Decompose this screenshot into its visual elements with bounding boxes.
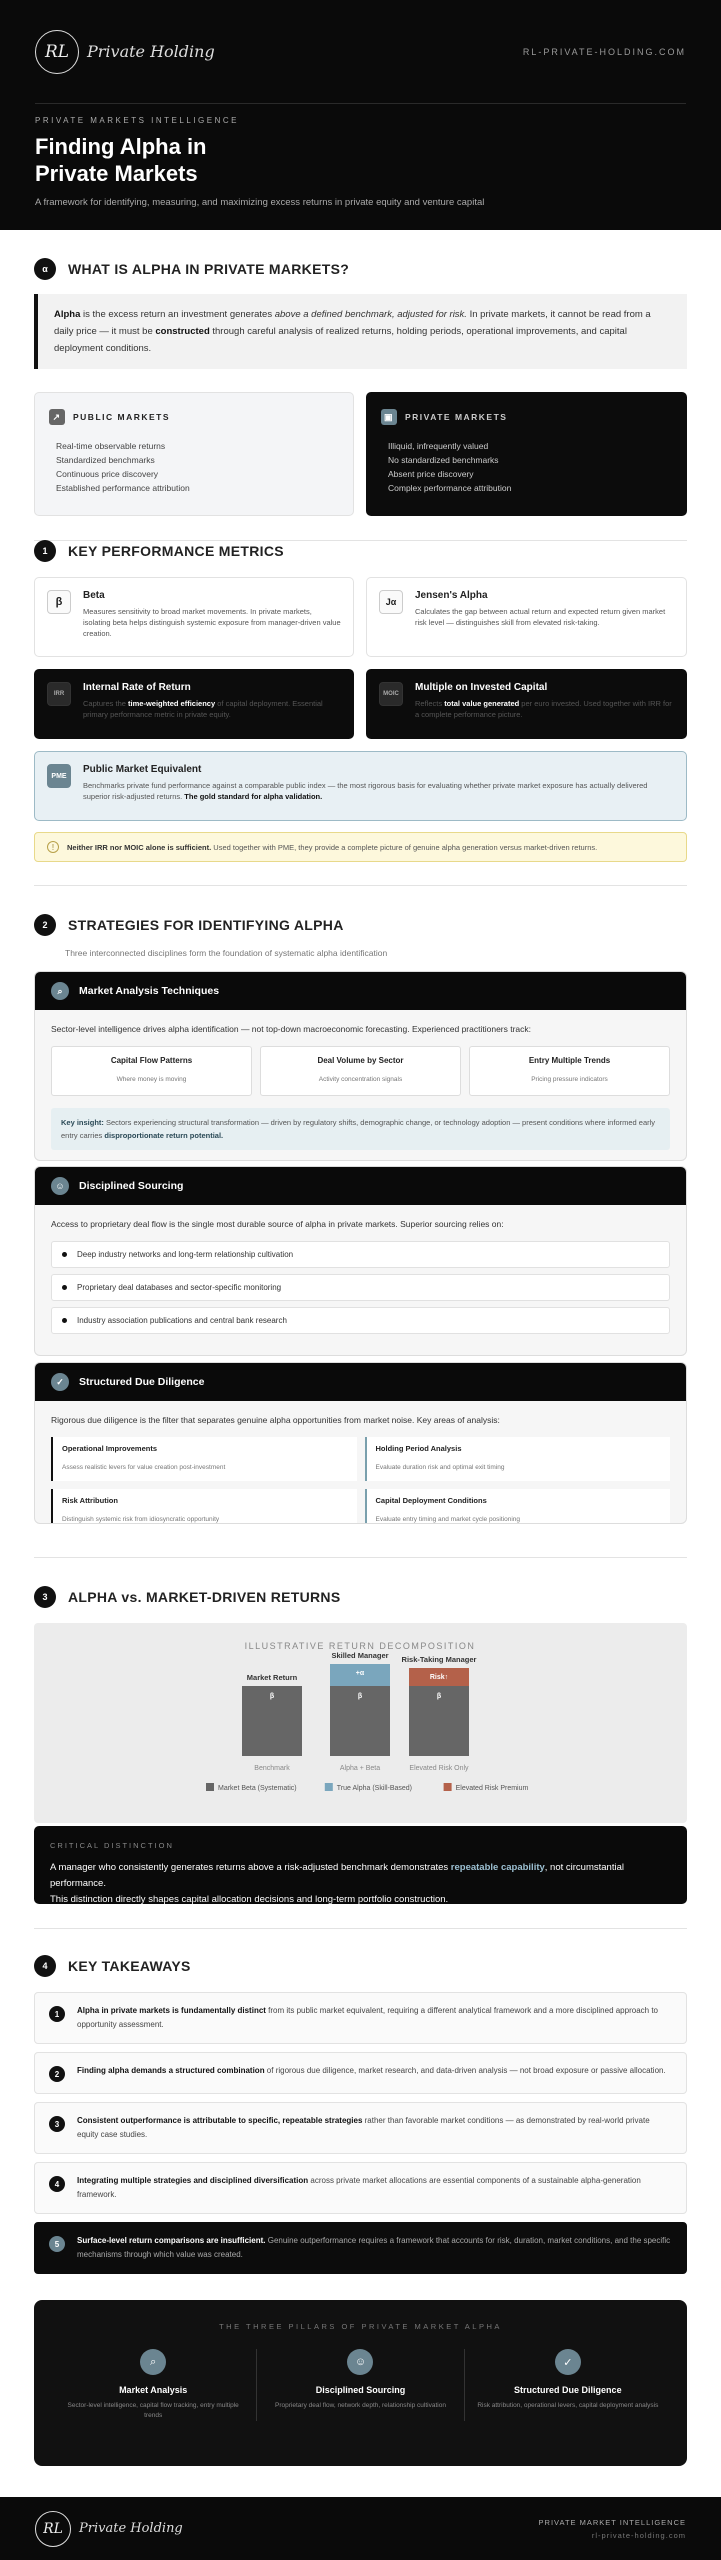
strategy-lead: Sector-level intelligence drives alpha identification — not top-down macroeconomic forecasting. Experienced practitioners track: <box>51 1024 532 1034</box>
irr-icon: IRR <box>47 682 71 706</box>
x-tick-label: Benchmark <box>254 1765 290 1772</box>
dd-area <box>365 1489 671 1524</box>
tracking-title: Entry Multiple Trends <box>528 1056 611 1065</box>
beta-card <box>34 577 354 657</box>
irr-card <box>34 669 354 739</box>
pillar <box>465 2349 671 2421</box>
list-item: Continuous price discovery <box>56 469 159 479</box>
pillar-title: Structured Due Diligence <box>514 2385 622 2395</box>
warning-note <box>34 832 687 862</box>
pillar-desc: Sector-level intelligence, capital flow tracking, entry multiple trends <box>67 2402 239 2419</box>
private-list <box>381 439 672 495</box>
check-icon: ✓ <box>51 1373 69 1391</box>
takeaway-text <box>77 2064 666 2078</box>
takeaway-rest: across private market allocations are essential components of a sustainable alpha-generation framework. <box>77 2176 641 2199</box>
pillar <box>50 2349 257 2421</box>
strategy-lead: Access to proprietary deal flow is the single most durable source of alpha in private markets. Superior sourcing relies on: <box>51 1219 504 1229</box>
takeaway-item <box>34 2222 687 2274</box>
public-markets-card <box>34 392 354 516</box>
site-url[interactable]: RL-PRIVATE-HOLDING.COM <box>522 46 686 57</box>
chart-icon: ↗ <box>49 409 65 425</box>
takeaway-strong: Consistent outperformance is attributable to specific, repeatable strategies <box>77 2116 363 2125</box>
segment-label: β <box>436 1693 442 1700</box>
info-icon: ! <box>47 841 59 853</box>
segment-label: β <box>269 1693 275 1700</box>
logo-text: Private Holding <box>87 42 215 61</box>
card-title: PUBLIC MARKETS <box>73 412 171 422</box>
bullet-icon <box>62 1285 67 1290</box>
text-strong: constructed <box>155 326 210 337</box>
dd-area <box>365 1437 671 1481</box>
strategy-title: Disciplined Sourcing <box>79 1180 184 1192</box>
tracking-title: Deal Volume by Sector <box>317 1056 404 1065</box>
section-number: 3 <box>34 1586 56 1608</box>
term: Alpha <box>54 309 81 320</box>
takeaway-rest: from its public market equivalent, requiring a different analytical framework and a more disciplined approach to opportunity assessment. <box>77 2006 658 2029</box>
dd-areas <box>51 1437 670 1524</box>
metric-desc: Captures the time-weighted efficiency of capital deployment. Essential primary performance metric in private equity. <box>83 699 323 719</box>
takeaway-text <box>77 2004 672 2032</box>
page-subtitle: A framework for identifying, measuring, and maximizing excess returns in private equity and venture capital <box>35 197 485 208</box>
footer-label: PRIVATE MARKET INTELLIGENCE <box>538 2517 686 2527</box>
legend-label: True Alpha (Skill-Based) <box>336 1785 413 1792</box>
search-icon: ⌕ <box>140 2349 166 2375</box>
bullet-icon <box>62 1252 67 1257</box>
text-em: above a defined benchmark, adjusted for risk. <box>274 309 467 320</box>
takeaway-number: 5 <box>49 2236 65 2252</box>
item-text: Industry association publications and central bank research <box>77 1316 287 1325</box>
alpha-badge: α <box>34 258 56 280</box>
footer-logo[interactable] <box>35 2511 183 2547</box>
section-number: 1 <box>34 540 56 562</box>
list-item: Illiquid, infrequently valued <box>388 441 489 451</box>
dd-sub: Assess realistic levers for value creation post-investment <box>62 1464 226 1471</box>
metric-title: Public Market Equivalent <box>83 764 202 775</box>
item-text: Proprietary deal databases and sector-specific monitoring <box>77 1283 282 1292</box>
takeaway-text <box>77 2234 672 2262</box>
dd-title: Holding Period Analysis <box>375 1444 462 1453</box>
column-title: Skilled Manager <box>331 1651 389 1660</box>
pillar-desc: Risk attribution, operational levers, capital deployment analysis <box>477 2402 659 2409</box>
takeaway-rest: Genuine outperformance requires a framework that accounts for risk, duration, market conditions, and the specific mechanisms through which value was created. <box>77 2236 671 2259</box>
jensen-card <box>366 577 687 657</box>
item-text: Deep industry networks and long-term relationship cultivation <box>77 1250 294 1259</box>
column-title: Risk-Taking Manager <box>401 1655 477 1664</box>
tracking-cards <box>51 1046 670 1096</box>
takeaway-item <box>34 1992 687 2044</box>
warn-text: Used together with PME, they provide a complete picture of genuine alpha generation versus market-driven returns. <box>211 842 598 852</box>
pme-card <box>34 751 687 821</box>
critical-kicker: CRITICAL DISTINCTION <box>50 1841 174 1850</box>
list-item: Established performance attribution <box>56 483 190 493</box>
segment-label: +α <box>355 1670 365 1677</box>
definition-callout <box>34 294 687 369</box>
people-icon: ☺ <box>51 1177 69 1195</box>
logo-mark: RL <box>35 30 79 74</box>
section-strategies-head <box>0 914 721 958</box>
takeaway-number: 1 <box>49 2006 65 2022</box>
chart-svg <box>34 1623 687 1823</box>
sourcing-item <box>51 1274 670 1301</box>
dd-title: Capital Deployment Conditions <box>375 1496 487 1505</box>
section-subtitle: Three interconnected disciplines form the foundation of systematic alpha identification <box>65 948 388 958</box>
legend-swatch <box>206 1783 214 1791</box>
takeaway-text <box>77 2114 672 2142</box>
legend-label: Elevated Risk Premium <box>455 1785 529 1792</box>
column-title: Market Return <box>246 1673 298 1682</box>
page-title: Finding Alpha in Private Markets <box>35 134 207 186</box>
list-item: No standardized benchmarks <box>388 455 499 465</box>
people-icon: ☺ <box>347 2349 373 2375</box>
legend-swatch <box>444 1783 452 1791</box>
dd-sub: Evaluate entry timing and market cycle positioning <box>375 1516 521 1523</box>
dd-title: Operational Improvements <box>62 1444 158 1453</box>
section-title: KEY PERFORMANCE METRICS <box>68 543 284 559</box>
legend-label: Market Beta (Systematic) <box>218 1785 297 1792</box>
legend-swatch <box>325 1783 333 1791</box>
x-tick-label: Elevated Risk Only <box>409 1765 469 1772</box>
chart-title: ILLUSTRATIVE RETURN DECOMPOSITION <box>244 1641 476 1651</box>
takeaway-item <box>34 2162 687 2214</box>
market-analysis-card <box>34 971 687 1161</box>
strategy-lead: Rigorous due diligence is the filter that separates genuine alpha opportunities from market noise. Key areas of analysis: <box>51 1415 500 1425</box>
logo-mark: RL <box>35 2511 71 2547</box>
dd-area <box>51 1437 357 1481</box>
tracking-card <box>51 1046 252 1096</box>
warn-strong: Neither IRR nor MOIC alone is sufficient. <box>67 842 212 852</box>
private-markets-card <box>366 392 687 516</box>
sourcing-item <box>51 1241 670 1268</box>
logo-text: Private Holding <box>79 2521 183 2536</box>
pme-icon: PME <box>47 764 71 788</box>
dd-area <box>51 1489 357 1524</box>
three-pillars <box>34 2300 687 2466</box>
metric-title: Jensen's Alpha <box>415 590 488 601</box>
segment-label: Risk↑ <box>429 1674 449 1681</box>
card-title: PRIVATE MARKETS <box>405 412 508 422</box>
hero-header <box>0 0 721 230</box>
takeaway-number: 2 <box>49 2066 65 2082</box>
section-number: 2 <box>34 914 56 936</box>
moic-icon: MOIC <box>379 682 403 706</box>
text: In private markets, it cannot be read from a daily price — it must be <box>54 309 651 337</box>
text: through careful analysis of realized returns, holding periods, operational improvements, and capital deployment conditions. <box>54 326 627 354</box>
tracking-sub: Pricing pressure indicators <box>531 1076 608 1083</box>
takeaway-strong: Finding alpha demands a structured combination <box>77 2066 265 2075</box>
takeaway-item <box>34 2052 687 2094</box>
takeaway-number: 4 <box>49 2176 65 2192</box>
key-insight: Key insight: Sectors experiencing structural transformation — driven by regulatory shifts, demographic change, or technology adoption — present conditions where informed early entry carries disproportionate return potential. <box>51 1108 670 1150</box>
pillar-title: Disciplined Sourcing <box>315 2385 406 2395</box>
jensen-icon: Jα <box>379 590 403 614</box>
strategy-title: Structured Due Diligence <box>79 1376 205 1388</box>
metric-desc: Benchmarks private fund performance against a comparable public index — the most rigorous basis for evaluating whether private market exposure has actually delivered superior risk-adjusted returns. The gold standard for alpha validation. <box>83 781 648 801</box>
tracking-card <box>260 1046 461 1096</box>
top-bar <box>35 0 686 104</box>
x-tick-label: Alpha + Beta <box>339 1765 381 1772</box>
metric-desc: Measures sensitivity to broad market movements. In private markets, isolating beta helps distinguish systemic exposure from manager-driven value creation. <box>83 607 341 638</box>
pillar <box>257 2349 464 2421</box>
beta-icon: β <box>47 590 71 614</box>
strategy-title: Market Analysis Techniques <box>79 985 220 997</box>
metric-desc: Reflects total value generated per euro invested. Used together with IRR for a complete performance picture. <box>415 699 672 719</box>
tracking-card <box>469 1046 670 1096</box>
pillars-row <box>50 2349 671 2421</box>
text: is the excess return an investment generates <box>80 309 275 320</box>
due-diligence-card <box>34 1362 687 1524</box>
metric-title: Beta <box>83 590 105 601</box>
section-number: 4 <box>34 1955 56 1977</box>
list-item: Absent price discovery <box>388 469 474 479</box>
dd-sub: Evaluate duration risk and optimal exit timing <box>375 1464 505 1471</box>
section-metrics-head <box>0 540 721 562</box>
sourcing-list <box>51 1241 670 1334</box>
metric-title: Multiple on Invested Capital <box>415 682 548 693</box>
footer-site[interactable]: rl-private-holding.com <box>591 2530 686 2540</box>
dd-sub: Distinguish systemic risk from idiosyncratic opportunity <box>62 1516 220 1523</box>
segment-label: β <box>357 1693 363 1700</box>
critical-distinction <box>34 1826 687 1904</box>
takeaway-item <box>34 2102 687 2154</box>
takeaway-strong: Surface-level return comparisons are insufficient. <box>77 2236 266 2245</box>
bullet-icon <box>62 1318 67 1323</box>
search-icon: ⌕ <box>51 982 69 1000</box>
dd-title: Risk Attribution <box>62 1496 118 1505</box>
logo[interactable] <box>35 30 215 74</box>
section-title: WHAT IS ALPHA IN PRIVATE MARKETS? <box>68 261 350 277</box>
takeaways-list <box>34 1992 687 2282</box>
hero-kicker: PRIVATE MARKETS INTELLIGENCE <box>35 116 239 125</box>
takeaway-number: 3 <box>49 2116 65 2132</box>
takeaway-text <box>77 2174 672 2202</box>
section-title: ALPHA vs. MARKET-DRIVEN RETURNS <box>68 1589 341 1605</box>
tracking-title: Capital Flow Patterns <box>110 1056 193 1065</box>
section-what-is-alpha <box>0 258 721 280</box>
list-item: Real-time observable returns <box>56 441 166 451</box>
metric-title: Internal Rate of Return <box>83 682 191 693</box>
section-takeaways-head <box>0 1955 721 1977</box>
takeaway-rest: rather than favorable market conditions — as demonstrated by real-world private equity case studies. <box>77 2116 650 2139</box>
takeaway-rest: of rigorous due diligence, market research, and data-driven analysis — not broad exposure or passive allocation. <box>264 2066 666 2075</box>
section-title: KEY TAKEAWAYS <box>68 1958 191 1974</box>
sourcing-item <box>51 1307 670 1334</box>
takeaway-strong: Integrating multiple strategies and disciplined diversification <box>77 2176 309 2185</box>
section-alpha-vs-market-head <box>0 1586 721 1608</box>
tracking-sub: Where money is moving <box>116 1076 187 1083</box>
disciplined-sourcing-card <box>34 1166 687 1356</box>
pillar-desc: Proprietary deal flow, network depth, relationship cultivation <box>275 2402 446 2409</box>
metric-desc: Calculates the gap between actual return and expected return given market risk level — distinguishes skill from elevated risk-taking. <box>415 607 666 627</box>
tracking-sub: Activity concentration signals <box>318 1076 403 1083</box>
list-item: Standardized benchmarks <box>56 455 155 465</box>
return-decomposition-chart <box>34 1623 687 1823</box>
check-icon: ✓ <box>555 2349 581 2375</box>
public-list <box>49 439 339 495</box>
footer <box>0 2497 721 2560</box>
pillar-title: Market Analysis <box>119 2385 188 2395</box>
section-title: STRATEGIES FOR IDENTIFYING ALPHA <box>68 917 344 933</box>
takeaway-strong: Alpha in private markets is fundamentally distinct <box>77 2006 266 2015</box>
vault-icon: ▣ <box>381 409 397 425</box>
moic-card <box>366 669 687 739</box>
pillars-title: THE THREE PILLARS OF PRIVATE MARKET ALPHA <box>219 2322 502 2331</box>
critical-text: A manager who consistently generates returns above a risk-adjusted benchmark demonstrates repeatable capability, not circumstantial performance. This distinction directly shapes capital allocation decisions and long-term portfolio construction. <box>50 1862 624 1905</box>
list-item: Complex performance attribution <box>388 483 512 493</box>
